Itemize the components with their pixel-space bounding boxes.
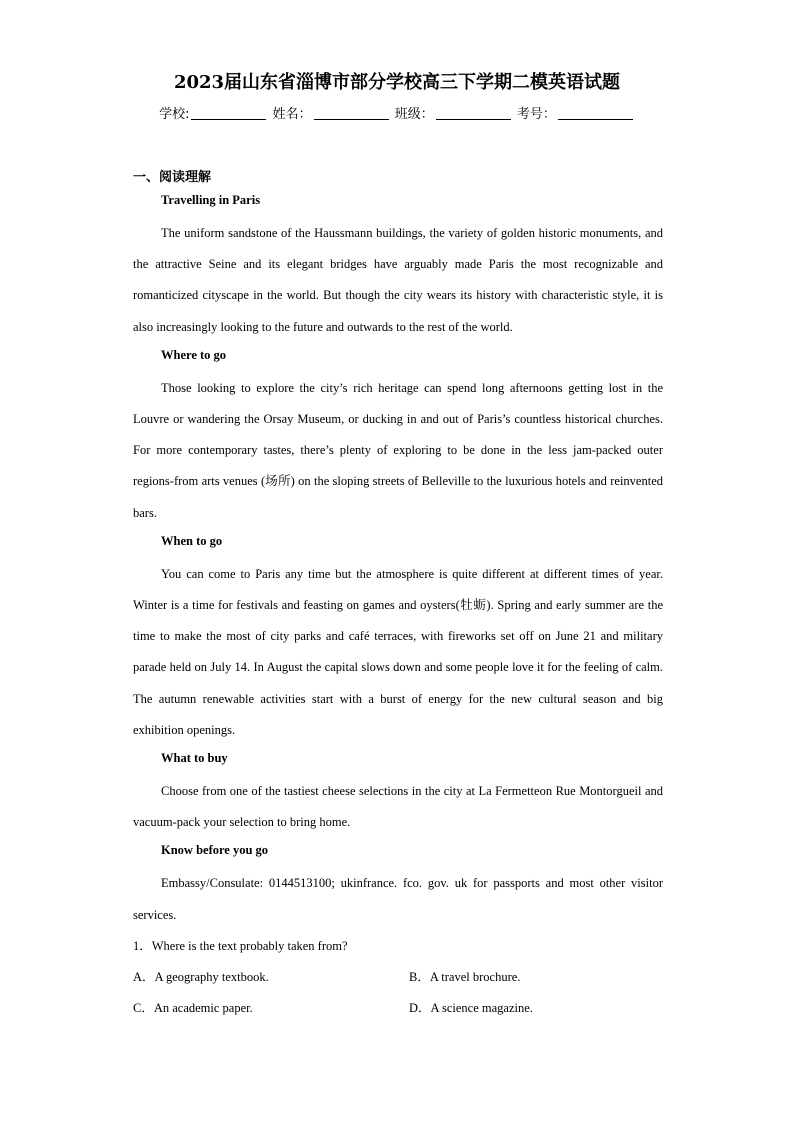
option-d[interactable]: D．A science magazine.: [409, 1000, 533, 1015]
page-title: 2023届山东省淄博市部分学校高三下学期二模英语试题: [173, 72, 621, 93]
options-row-2: [133, 993, 663, 1024]
paragraph-buy: Choose from one of the tastiest cheese selections in the city at La Fermetteon Rue Montorgueil and vacuum-pack your selection to bring home.: [133, 784, 663, 830]
section-heading-where: Where to go: [161, 347, 227, 362]
exam-number-label: 考号：: [516, 107, 556, 122]
class-blank: [436, 119, 511, 120]
section-heading-know: Know before you go: [161, 843, 269, 858]
intro-paragraph: The uniform sandstone of the Haussmann buildings, the variety of golden historic monuments, and the attractive Seine and its elegant bridges have arguably made Paris the most recognizable and romanticized cityscape in the world. But though the city wears its history with characteristic style, it is also increasingly looking to the future and outwards to the rest of the world.: [133, 226, 663, 334]
question-stem: 1．Where is the text probably taken from?: [133, 938, 348, 953]
class-label: 班级：: [394, 107, 434, 122]
paragraph-where: Those looking to explore the city’s rich heritage can spend long afternoons getting lost in the Louvre or wandering the Orsay Museum, or ducking in and out of Paris’s countless historical churches. For more contemporary tastes, there’s plenty of exploring to be done in the less jam-packed outer regions-from arts venues (场所) on the sloping streets of Belleville to the luxurious hotels and reinvented bars.: [133, 380, 663, 520]
option-a[interactable]: A．A geography textbook.: [133, 969, 269, 984]
paragraph-know: Embassy/Consulate: 0144513100; ukinfrance. fco. gov. uk for passports and most other visitor services.: [133, 876, 663, 922]
name-label: 姓名：: [272, 107, 312, 122]
name-blank: [314, 119, 389, 120]
student-info-line: [0, 103, 794, 122]
option-b[interactable]: B．A travel brochure.: [409, 969, 521, 984]
reading-passage: [133, 188, 663, 1024]
paragraph-when: You can come to Paris any time but the atmosphere is quite different at different times of year. Winter is a time for festivals and feasting on games and oysters(牡蛎). Spring and early summer are the time to make the most of city parks and café terraces, with fireworks set off on June 21 and military parade held on July 14. In August the capital slows down and some people love it for the feeling of calm. The autumn renewable activities start with a burst of energy for the new cultural season and big exhibition openings.: [133, 566, 663, 737]
option-c[interactable]: C．An academic paper.: [133, 1000, 253, 1015]
school-label: 学校:: [159, 107, 190, 122]
school-blank: [191, 119, 266, 120]
options-row-1: [133, 962, 663, 993]
exam-number-blank: [558, 119, 633, 120]
section-heading-buy: What to buy: [161, 751, 228, 766]
section-heading-when: When to go: [161, 533, 223, 548]
section-title: 一、阅读理解: [133, 170, 212, 185]
article-title: Travelling in Paris: [161, 193, 261, 207]
